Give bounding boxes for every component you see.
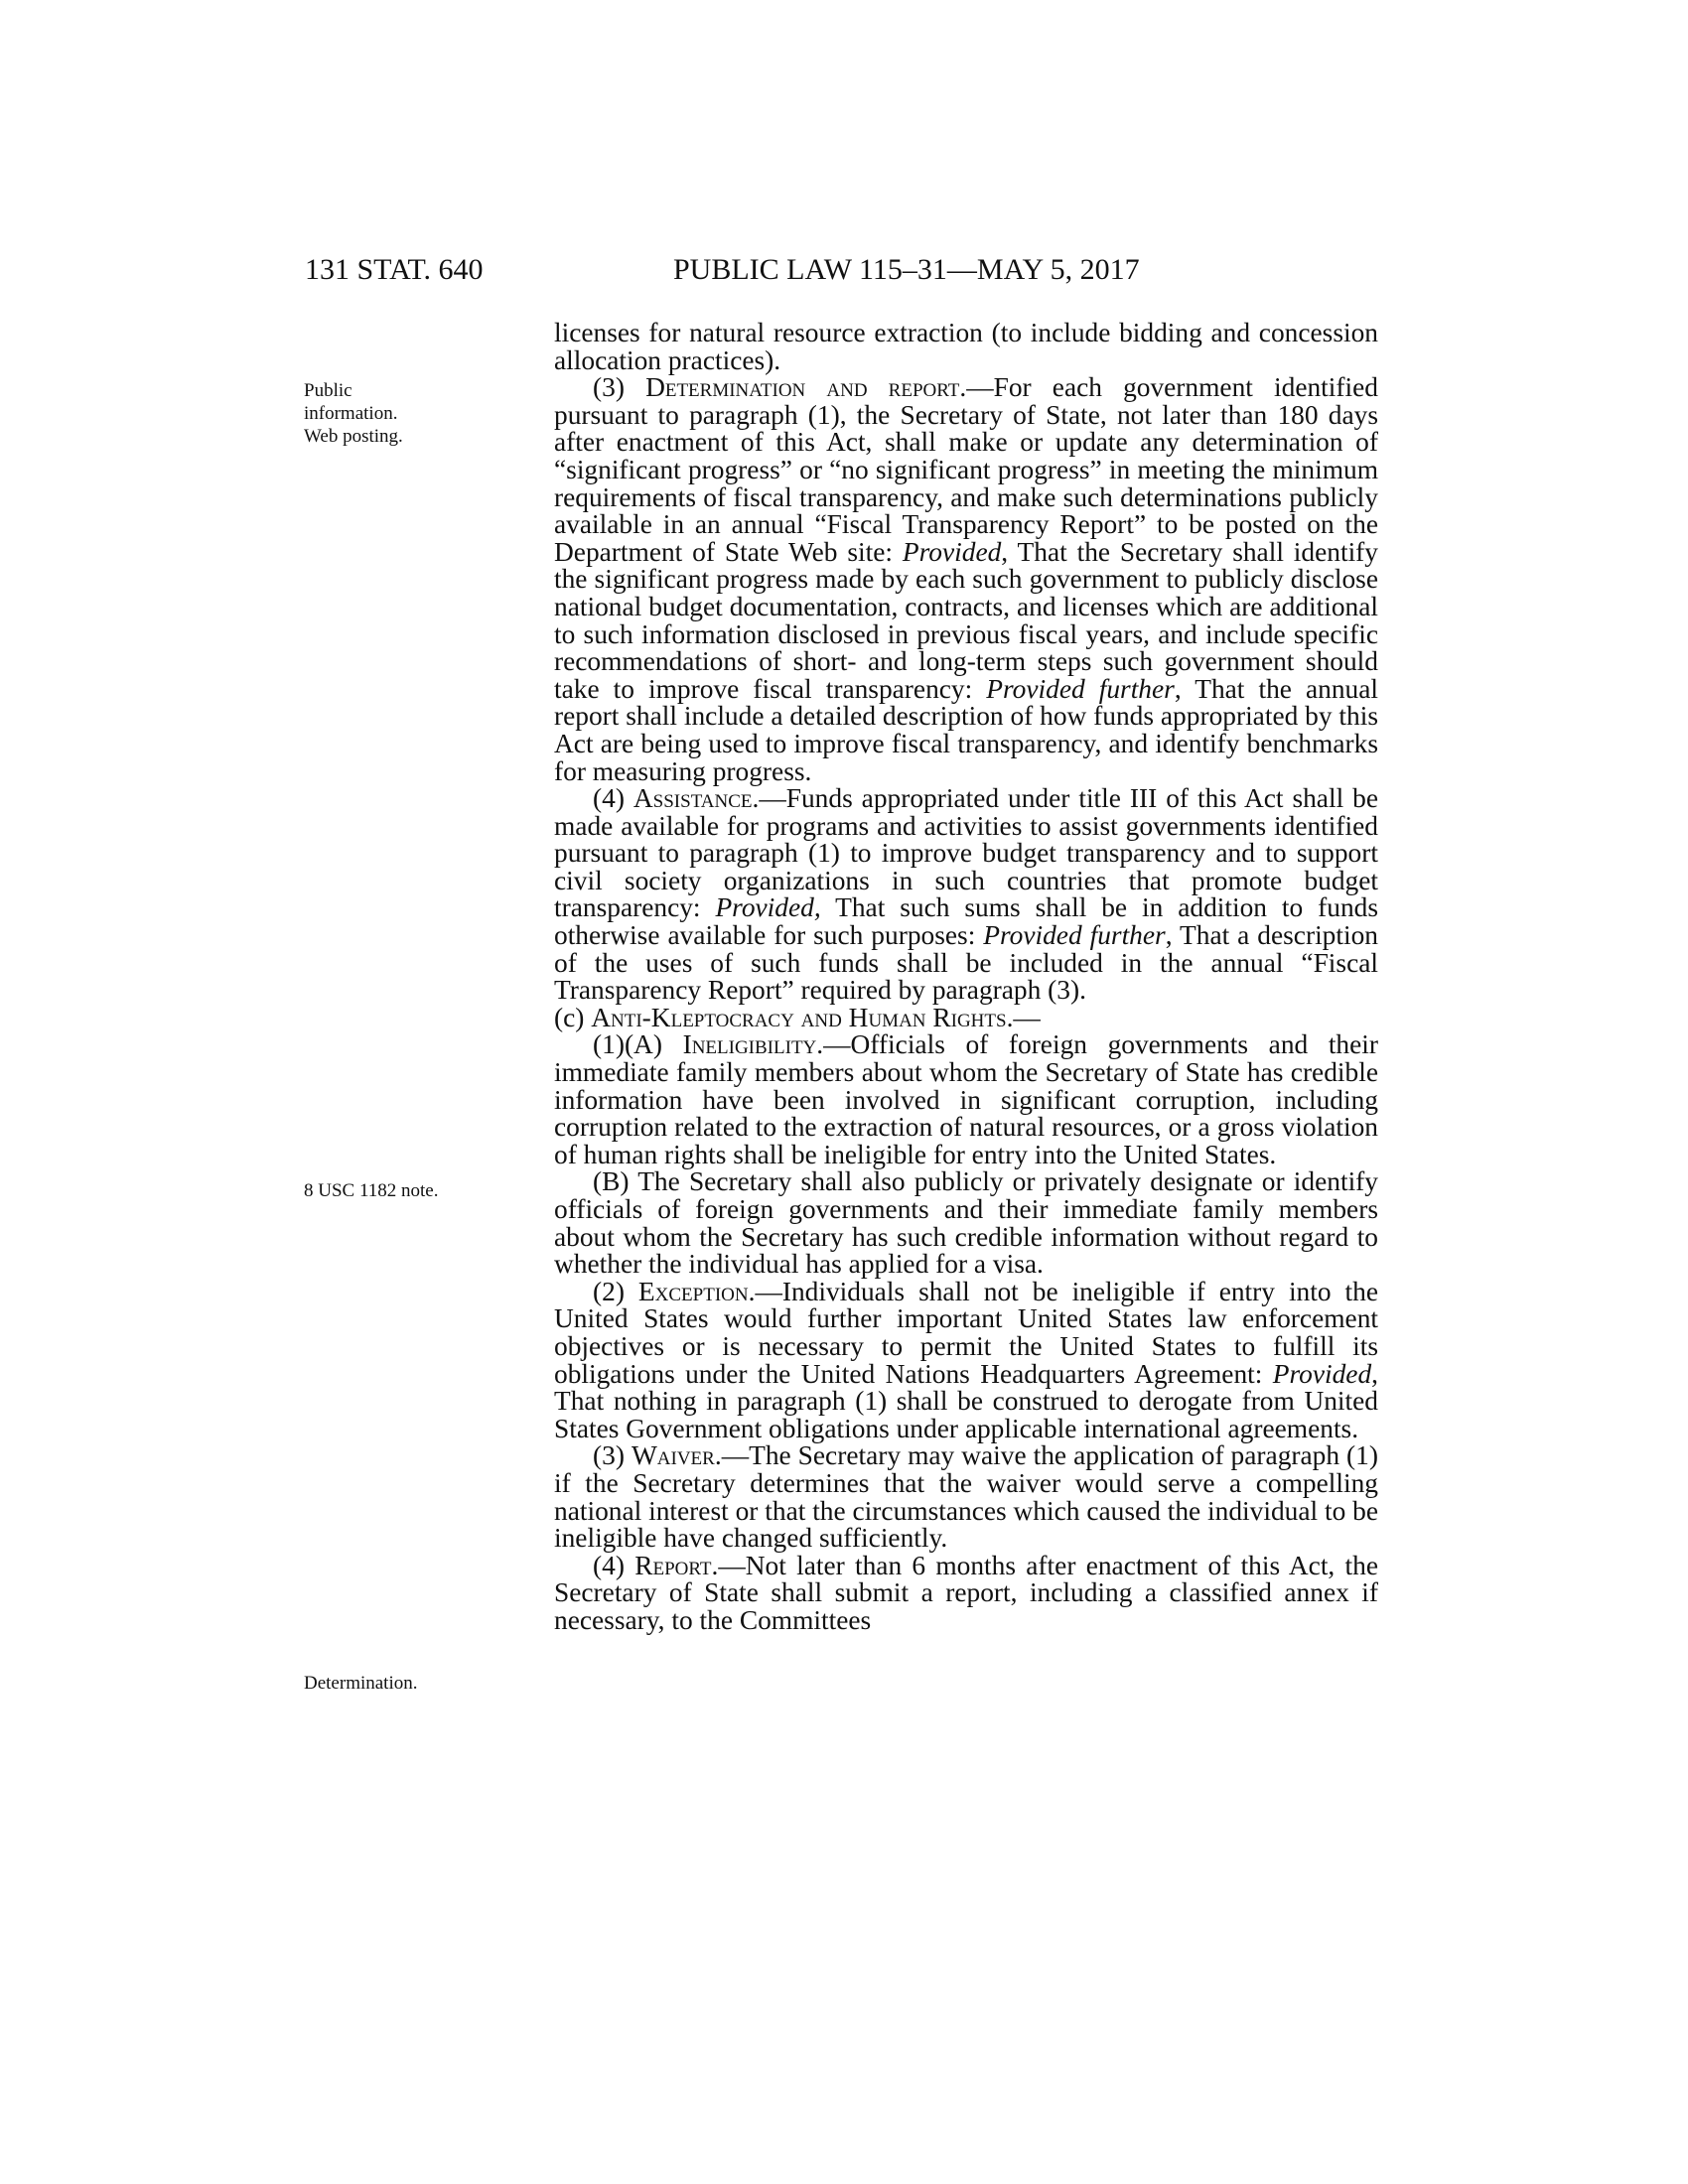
paragraph-report: (4) Report.—Not later than 6 months after enactment of this Act, the Secretary of State shall submit a report, including a classified annex if necessary, to the Committees [554,1550,1378,1635]
paragraph-ineligibility: (1)(A) Ineligibility.—Officials of foreign governments and their immediate family members about whom the Secretary of State has credible information have been involved in significant corruption, including corruption related to the extraction of natural resources, or a gross violation of human rights shall be ineligible for entry into the United States. [554,1029,1379,1169]
margin-note-line: Web posting. [304,426,403,447]
paragraph-designation: (B) The Secretary shall also publicly or privately designate or identify officials of foreign governments and their immediate family members about whom the Secretary has such credible information without regard to whether the individual has applied for a visa. [554,1166,1378,1280]
section-heading: Report [634,1550,712,1580]
paragraph-assistance: (4) Assistance.—Funds appropriated under title III of this Act shall be made available for programs and activities to assist governments identified pursuant to paragraph (1) to improve budget transparency and to support civil society organizations in such countries that promote budget transparency: Provided, That such sums shall be in addition to funds otherwise available for such purposes: Provided further, That a description of the uses of such funds shall be included in the annual “Fiscal Transparency Report” required by paragraph (3). [554,783,1378,1006]
margin-note-public-information [304,379,502,448]
paragraph-waiver: (3) Waiver.—The Secretary may waive the application of paragraph (1) if the Secretary determines that the waiver would serve a compelling national interest or that the circumstances which caused the individual to be ineligible have changed sufficiently. [554,1440,1378,1554]
margin-note-determination: Determination. [304,1673,418,1694]
margin-note-line: information. [304,403,398,424]
paragraph-continuation: licenses for natural resource extraction (to include bidding and concession allocation practices). [554,318,1378,375]
page-header [0,250,1688,290]
margin-note-line: Public [304,380,352,401]
margin-note-usc: 8 USC 1182 note. [304,1180,439,1201]
subsection-anti-kleptocracy: (c) Anti-Kleptocracy and Human Rights.— [554,1002,1041,1032]
section-heading: Exception [637,1276,749,1306]
section-heading: Assistance [633,783,753,814]
paragraph-determination-and-report: (3) Determination and report.—For each government identified pursuant to paragraph (1), the Secretary of State, not later than 180 days after enactment of this Act, shall make or update any determination of “significant progress” or “no significant progress” in meeting the minimum requirements of fiscal transparency, and make such determinations publicly available in an annual “Fiscal Transparency Report” to be posted on the Department of State Web site: Provided, That the Secretary shall identify the significant progress made by each such government to publicly disclose national budget documentation, contracts, and licenses which are additional to such information disclosed in previous fiscal years, and include specific recommendations of short- and long-term steps such government should take to improve fiscal transparency: Provided further, That the annual report shall include a detailed description of how funds appropriated by this Act are being used to improve fiscal transparency, and identify benchmarks for measuring progress. [554,372,1378,786]
section-heading: Ineligibility [682,1029,817,1060]
section-heading: Waiver [631,1440,715,1471]
statute-body [554,320,1378,1635]
stat-page-number: 131 STAT. 640 [305,253,484,286]
paragraph-exception: (2) Exception.—Individuals shall not be ineligible if entry into the United States would further important United States law enforcement objectives or is necessary to permit the United States to fulfill its obligations under the United Nations Headquarters Agreement: Provided, That nothing in paragraph (1) shall be construed to derogate from United States Government obligations under applicable international agreements. [554,1276,1378,1443]
section-heading: Determination and report [645,372,960,403]
section-heading: Anti-Kleptocracy and Human Rights [591,1002,1007,1032]
running-title: PUBLIC LAW 115–31—MAY 5, 2017 [673,253,1140,286]
